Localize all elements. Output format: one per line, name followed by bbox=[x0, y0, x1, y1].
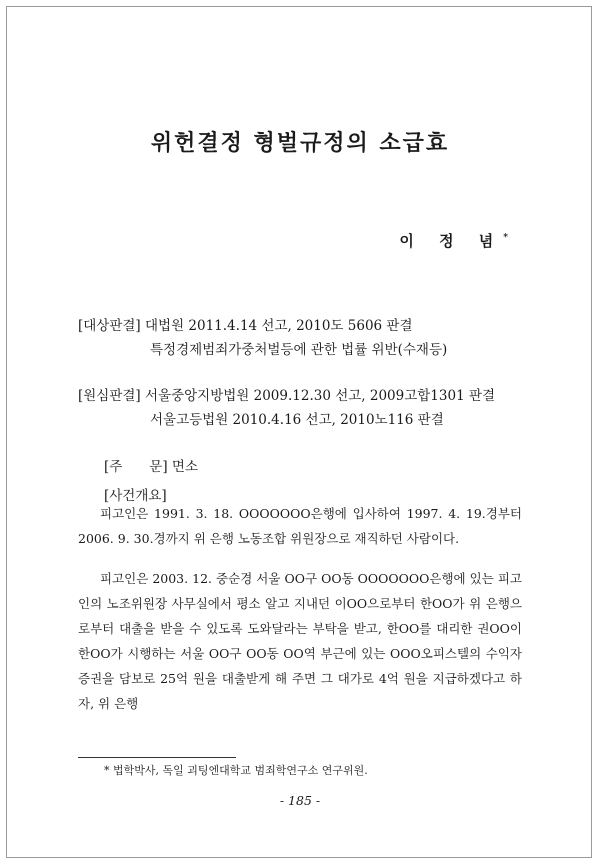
target-case-block bbox=[78, 314, 447, 362]
body-paragraph-1 bbox=[78, 501, 522, 551]
author-name bbox=[399, 230, 508, 251]
original-case-label: [원심판결] bbox=[78, 388, 141, 404]
paragraph-text-1: 피고인은 1991. 3. 18. OOOOOOO은행에 입사하여 1997. 4. 19.경부터 2006. 9. 30.경까지 위 은행 노동조합 위원장으로 재직하던 사람이다. bbox=[78, 506, 522, 546]
footnote-divider bbox=[78, 757, 236, 758]
overview-label: [사건개요] bbox=[104, 488, 167, 504]
judgment-text: 면소 bbox=[171, 459, 199, 475]
original-case-text1: 서울중앙지방법원 2009.12.30 선고, 2009고합1301 판결 bbox=[145, 388, 496, 404]
target-case-text2: 특정경제범죄가중처벌등에 관한 법률 위반(수재등) bbox=[150, 342, 448, 358]
body-paragraph-2 bbox=[78, 566, 522, 716]
original-case-block bbox=[78, 384, 495, 432]
target-case-label: [대상판결] bbox=[78, 318, 141, 334]
author-name-text: 이 정 념 bbox=[399, 232, 504, 250]
target-case-text1: 대법원 2011.4.14 선고, 2010도 5606 판결 bbox=[145, 318, 413, 334]
page-number: - 185 - bbox=[279, 793, 321, 808]
original-case-text2: 서울고등법원 2010.4.16 선고, 2010노116 판결 bbox=[150, 412, 444, 428]
judgment-line bbox=[104, 455, 198, 475]
page-title: 위헌결정 형벌규정의 소급효 bbox=[150, 130, 450, 156]
author-footnote-mark: * bbox=[503, 233, 508, 243]
original-case-line1 bbox=[78, 384, 495, 408]
judgment-label: [주 문] bbox=[104, 459, 168, 475]
paragraph-text-2: 피고인은 2003. 12. 중순경 서울 OO구 OO동 OOOOOOO은행에 있는 피고인의 노조위원장 사무실에서 평소 알고 지내던 이OO으로부터 한OO가 위 은행으로부터 대출을 받을 수 있도록 도와달라는 부탁을 받고, 한OO를 대리한 권OO이 한OO가 시행하는 서울 OO구 OO동 OO역 부근에 있는 OOO오피스텔의 수익자증권을 담보로 25억 원을 대출받게 해 주면 그 대가로 4억 원을 지급하겠다고 하자, 위 은행 bbox=[78, 571, 522, 711]
footnote: * 법학박사, 독일 괴팅엔대학교 범죄학연구소 연구위원. bbox=[104, 764, 368, 777]
target-case-line1 bbox=[78, 314, 447, 338]
